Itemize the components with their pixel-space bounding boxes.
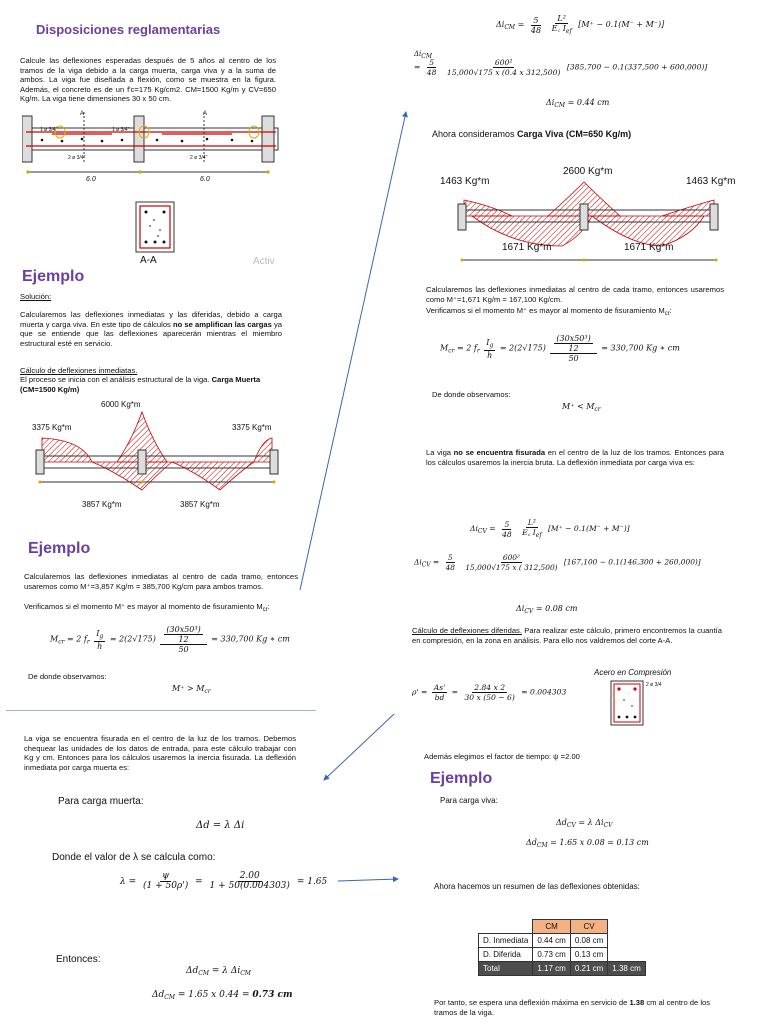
cv-inequality: $M^+ < M_{cr}$	[562, 402, 601, 413]
table-cell-grand-total: 1.38 cm	[608, 962, 645, 976]
eq-dcm-result: $\Delta d_{CM} = 1.65$ x 0.44 = 0.73 cm	[152, 990, 293, 1001]
header-cv: CV	[570, 920, 607, 934]
bar-label-bottom: 2 ø 3/4"	[68, 155, 86, 161]
conclusion-paragraph: Por tanto, se espera una deflexión máxima en servicio de 1.38 cm al centro de los tramos de la viga.	[434, 998, 711, 1017]
table-cell: Total	[479, 962, 533, 976]
eq-dicm-result: $\Delta i_{CM} = 0.44$ cm	[546, 98, 610, 109]
rho-equation: ρ' = $\frac{As'}{bd}$ = $\frac{2.84 x 2}{30 x (50 - 6)}$ = 0.004303	[412, 683, 567, 702]
mcr-equation-right: $M_{cr} = 2$ $f_r$ $\frac{I_g}{h}$ = 2(2√175) $\frac{\frac{\text{(30x50³)}}{12}}{50}$ = 330,700 Kg ∗ cm	[440, 334, 680, 363]
eq-dicv-general: $\Delta i_{CV}$ = $\frac{5}{48}$ $\frac{\text{L²}}{E꜀ I_{ef}}$ [M⁺ − 0.1(M⁻ + M⁻)]	[470, 518, 630, 539]
ejemplo-title-1: Ejemplo	[22, 268, 85, 285]
eq-dicv-result: $\Delta i_{CV} = 0.08$ cm	[516, 604, 578, 615]
cv-calc-paragraph: Calcularemos las deflexiones inmediatas al centro de cada tramo, entonces usaremos como M⁺=1,671 Kg/m = 167,100 Kg/cm.	[426, 285, 724, 304]
cm-moment-left: 3375 Kg*m	[32, 423, 72, 432]
problem-statement: Calcule las deflexiones esperadas después de 5 años al centro de los tramos de la viga debido a la carga muerta, carga viva y a la suma de ambos. La viga fue diseñada a flexión, como se muestra en la figura. Además, el concreto es de un f'c=175 Kg/cm2. CM=1500 Kg/m y CV=650 Kg/m. La viga tiene dimensiones 30 x 50 cm.	[20, 56, 276, 104]
entonces-label: Entonces:	[56, 954, 101, 965]
table-cell: 0.44 cm	[533, 934, 570, 948]
lambda-equation: λ = $\frac{\psi}{(1 + 50\rho')}$ = $\frac{2.00}{1 + 50(0.004303)}$ = 1.65	[120, 871, 328, 891]
table-cell: 0.08 cm	[570, 934, 607, 948]
ejemplo-title-2: Ejemplo	[28, 540, 91, 557]
span-label-1: 6.0	[86, 176, 96, 183]
fisurada-paragraph: La viga se encuentra fisurada en el centro de la luz de los tramos. Debemos chequear las unidades de los datos de entrada, para este cálculo trabajar con Kg y cm. Entonces para los cálculos usaremos la inercia fisurada. La deflexión inmediata por carga muerta es:	[24, 734, 296, 772]
section-aa-label: A-A	[140, 255, 157, 266]
eq-dcm-lambda: $\Delta d_{CM} = \lambda$ $\Delta i_{CM}$	[186, 966, 251, 977]
bar-label-bottom-2: 2 ø 3/4"	[190, 155, 208, 161]
psi-statement: Además elegimos el factor de tiempo: ψ =2.00	[424, 752, 580, 761]
eq-dcv-result: $\Delta d_{CM} = 1.65$ x 0.08 = 0.13 cm	[526, 838, 649, 849]
cm-moment-pos-2: 3857 Kg*m	[180, 500, 220, 509]
table-row-total	[479, 962, 646, 976]
eq-dicm-general: $\Delta i_{CM}$ = $\frac{5}{48}$ $\frac{\text{L²}}{E꜀ I_{ef}}$ [M⁺ − 0.1(M⁻ + M⁻)]	[496, 14, 665, 35]
carga-viva-heading: Ahora consideramos Carga Viva (CM=650 Kg/m)	[432, 129, 632, 139]
column-divider	[6, 710, 316, 711]
table-cell: 1.17 cm	[533, 962, 570, 976]
table-cell: D. Diferida	[479, 948, 533, 962]
cm-calc-paragraph: Calcularemos las deflexiones inmediatas al centro de cada tramo, entonces usaremos como M⁺=3,857 Kg/m = 385,700 Kg/cm para ambos tramos.	[24, 572, 298, 591]
cv-moment-center: 2600 Kg*m	[563, 166, 613, 177]
acero-bar-label: 2 ø 3/4	[646, 682, 662, 688]
table-row	[479, 934, 646, 948]
table-cell: D. Inmediata	[479, 934, 533, 948]
cv-moment-pos-2: 1671 Kg*m	[624, 242, 674, 253]
compression-steel-section	[610, 680, 644, 726]
section-aa-figure	[134, 200, 178, 254]
calc-inmediatas-title: Cálculo de deflexiones inmediatas.	[20, 366, 138, 375]
cv-verify-paragraph: Verificamos si el momento M⁺ es mayor al momento de fisuramiento $M_{cr}$:	[426, 306, 672, 317]
cm-verify-paragraph: Verificamos si el momento M⁺ es mayor al momento de fisuramiento $M_{cr}$:	[24, 602, 270, 613]
cm-inequality: $M^+ > M_{cr}$	[172, 684, 211, 695]
beam-elevation-figure	[22, 110, 280, 188]
table-header-row	[479, 920, 646, 934]
solution-paragraph: Calcularemos las deflexiones inmediatas y las diferidas, debido a carga muerta y carga viva. En este tipo de cálculos no se amplifican las cargas ya que se entiende que las deflexiones aparecerán mientras el miembro estructural esté en servicio.	[20, 310, 283, 348]
resumen-label: Ahora hacemos un resumen de las deflexiones obtenidas:	[434, 882, 640, 891]
cm-moment-right: 3375 Kg*m	[232, 423, 272, 432]
eq-dicv-numeric: $\Delta i_{CV}$ = $\frac{5}{48}$ $\frac{\text{600²}}{15,000√175 x ( 312,500)}$ [167,100 − 0.1(146,300 + 260,000)]	[414, 553, 701, 572]
diferidas-paragraph: Cálculo de deflexiones diferidas. Para realizar este cálculo, primero encontremos la cuantía en compresión, en la zona en análisis. Para ello nos valdremos del corte A-A.	[412, 626, 722, 645]
no-fisurada-paragraph: La viga no se encuentra fisurada en el centro de la luz de los tramos. Entonces para los cálculos usaremos la inercia bruta. La deflexión inmediata por carga viva es:	[426, 448, 724, 467]
span-label-2: 6.0	[200, 176, 210, 183]
cv-moment-left: 1463 Kg*m	[440, 176, 490, 187]
summary-table	[478, 919, 646, 976]
cm-moment-center: 6000 Kg*m	[101, 400, 141, 409]
watermark-text: Activ	[253, 256, 275, 267]
eq-dicm-top-label: ΔiCM	[414, 50, 433, 60]
solucion-label: Solución:	[20, 292, 52, 301]
header-cm: CM	[533, 920, 570, 934]
cv-moment-pos-1: 1671 Kg*m	[502, 242, 552, 253]
support-label-a2: A	[203, 111, 208, 117]
eq-dicm-numeric: = $\frac{5}{48}$ $\frac{\text{600²}}{15,000√175 x (0.4 x 312,500)}$ [385,700 − 0.1(337,500 + 600,000)]	[414, 58, 708, 77]
section-title: Disposiciones reglamentarias	[36, 22, 221, 37]
eq-dcv-lambda: $\Delta d_{CV} = \lambda$ $\Delta i_{CV}$	[556, 818, 613, 829]
support-label-a1: A	[80, 111, 85, 117]
para-carga-viva: Para carga viva:	[440, 796, 498, 805]
table-row	[479, 948, 646, 962]
cv-moment-right: 1463 Kg*m	[686, 176, 736, 187]
table-cell: 0.73 cm	[533, 948, 570, 962]
cm-observe-label: De donde observamos:	[28, 672, 107, 681]
table-cell: 0.21 cm	[570, 962, 607, 976]
bar-label-top-2: 1 ø 3/4"	[112, 127, 130, 133]
cv-observe-label: De donde observamos:	[432, 390, 511, 399]
process-paragraph: El proceso se inicia con el análisis estructural de la viga. Carga Muerta (CM=1500 Kg/m)	[20, 375, 261, 394]
bar-label-top: 1 ø 3/4"	[40, 127, 58, 133]
table-cell: 0.13 cm	[570, 948, 607, 962]
cv-moment-diagram	[452, 176, 724, 266]
ejemplo-title-3: Ejemplo	[430, 770, 493, 787]
cm-moment-pos-1: 3857 Kg*m	[82, 500, 122, 509]
acero-compresion-title: Acero en Compresión	[594, 668, 672, 677]
mcr-equation-left: $M_{cr} = 2$ $f_r$ $\frac{I_g}{h}$ = 2(2√175) $\frac{\frac{\text{(30x50³)}}{12}}{50}$ = 330,700 Kg ∗ cm	[50, 625, 290, 654]
para-carga-muerta: Para carga muerta:	[58, 796, 144, 807]
lambda-intro: Donde el valor de λ se calcula como:	[52, 852, 216, 863]
eq-delta-d: Δd = λ Δi	[196, 820, 245, 831]
